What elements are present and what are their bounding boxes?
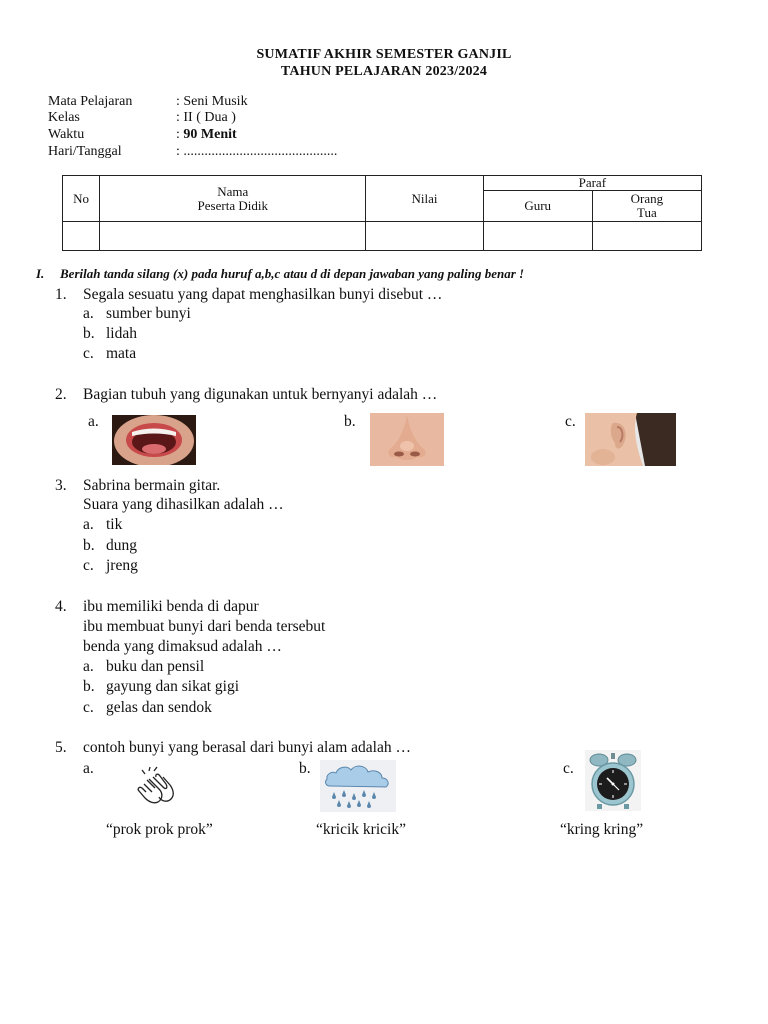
option-letter: b. [83,325,95,342]
option-letter: c. [83,557,94,574]
clapping-hands-icon[interactable] [135,765,179,805]
col-nama [100,176,366,222]
question-3-line1: Sabrina bermain gitar. [83,477,221,494]
question-4-line2: ibu membuat bunyi dari benda tersebut [83,618,326,635]
question-3-option-a[interactable] [83,516,122,534]
option-text: sumber bunyi [106,305,191,322]
date-row [48,144,337,160]
instruction-text: Berilah tanda silang (x) pada huruf a,b,c atau d di depan jawaban yang paling benar ! [60,266,525,281]
question-5-option-c-caption: “kring kring” [560,821,644,838]
student-signature-table [62,175,702,251]
question-4-line3: benda yang dimaksud adalah … [83,638,282,655]
section-number: I. [36,266,45,281]
question-2-option-b[interactable] [344,413,356,431]
cell-guru-empty[interactable] [483,222,592,251]
option-letter: a. [83,658,94,675]
time-label: Waktu [48,127,85,142]
cell-orang-tua-empty[interactable] [592,222,701,251]
option-letter: c. [83,699,94,716]
class-row [48,110,236,126]
option-letter: a. [88,413,99,430]
col-orang-tua-line2: Tua [637,205,657,220]
col-nama-line1: Nama [217,183,249,199]
date-label: Hari/Tanggal [48,144,122,159]
exam-title: SUMATIF AKHIR SEMESTER GANJIL [256,47,512,62]
cell-no-empty[interactable] [63,222,100,251]
ear-photo[interactable] [585,413,676,466]
nose-photo[interactable] [370,413,444,466]
col-orang-tua [592,191,701,222]
class-value: : II ( Dua ) [176,110,236,125]
date-value: : ............................................ [176,144,338,159]
option-text: jreng [106,557,138,574]
cell-nama-empty[interactable] [100,222,366,251]
option-letter: a. [83,305,94,322]
time-colon: : [176,127,184,142]
question-4-option-b[interactable] [83,678,239,696]
question-5-option-c[interactable] [563,760,574,778]
question-1-number: 1. [55,286,67,303]
question-5-option-a[interactable] [83,760,94,778]
cell-nilai-empty[interactable] [366,222,483,251]
question-2-text: Bagian tubuh yang digunakan untuk bernyanyi adalah … [83,386,438,403]
subject-label: Mata Pelajaran [48,94,133,109]
option-letter: a. [83,516,94,533]
option-text: dung [106,537,137,554]
time-value: 90 Menit [183,127,237,142]
open-mouth-photo[interactable] [112,415,196,465]
option-letter: b. [83,537,95,554]
question-1-text: Segala sesuatu yang dapat menghasilkan bunyi disebut … [83,286,443,303]
option-text: gayung dan sikat gigi [106,678,240,695]
option-text: tik [106,516,123,533]
col-no: No [63,176,100,222]
option-letter: a. [83,760,94,777]
subject-value: : Seni Musik [176,94,248,109]
option-letter: b. [83,678,95,695]
col-orang-tua-line1: Orang [630,191,664,206]
question-2-option-a[interactable] [88,413,99,431]
option-letter: b. [299,760,311,777]
option-text: mata [106,345,137,362]
alarm-clock-photo[interactable] [585,750,641,811]
time-value-wrap [176,127,237,143]
time-row [48,127,237,143]
question-2-number: 2. [55,386,67,403]
question-4-option-c[interactable] [83,699,212,717]
class-label: Kelas [48,110,80,125]
option-letter: c. [565,413,576,430]
academic-year: TAHUN PELAJARAN 2023/2024 [280,64,488,79]
question-4-number: 4. [55,598,67,615]
col-nama-line2: Peserta Didik [197,197,268,213]
option-letter: c. [83,345,94,362]
question-5-option-a-caption: “prok prok prok” [106,821,213,838]
question-3-line2: Suara yang dihasilkan adalah … [83,496,284,513]
option-text: gelas dan sendok [106,699,212,716]
question-4-line1: ibu memiliki benda di dapur [83,598,259,615]
question-3-number: 3. [55,477,67,494]
question-5-option-b[interactable] [299,760,311,778]
option-letter: c. [563,760,574,777]
question-5-number: 5. [55,739,67,756]
question-5-text: contoh bunyi yang berasal dari bunyi alam adalah … [83,739,411,756]
col-paraf: Paraf [483,176,701,191]
question-1-option-c[interactable] [83,345,136,363]
question-4-option-a[interactable] [83,658,204,676]
col-guru: Guru [483,191,592,222]
question-3-option-c[interactable] [83,557,138,575]
question-1-option-a[interactable] [83,305,191,323]
subject-row [48,94,248,110]
option-text: buku dan pensil [106,658,205,675]
rain-cloud-icon[interactable] [320,760,396,812]
question-3-option-b[interactable] [83,537,137,555]
question-2-option-c[interactable] [565,413,576,431]
question-1-option-b[interactable] [83,325,137,343]
option-letter: b. [344,413,356,430]
option-text: lidah [106,325,137,342]
section-instruction [36,266,524,282]
col-nilai: Nilai [366,176,483,222]
question-5-option-b-caption: “kricik kricik” [316,821,406,838]
